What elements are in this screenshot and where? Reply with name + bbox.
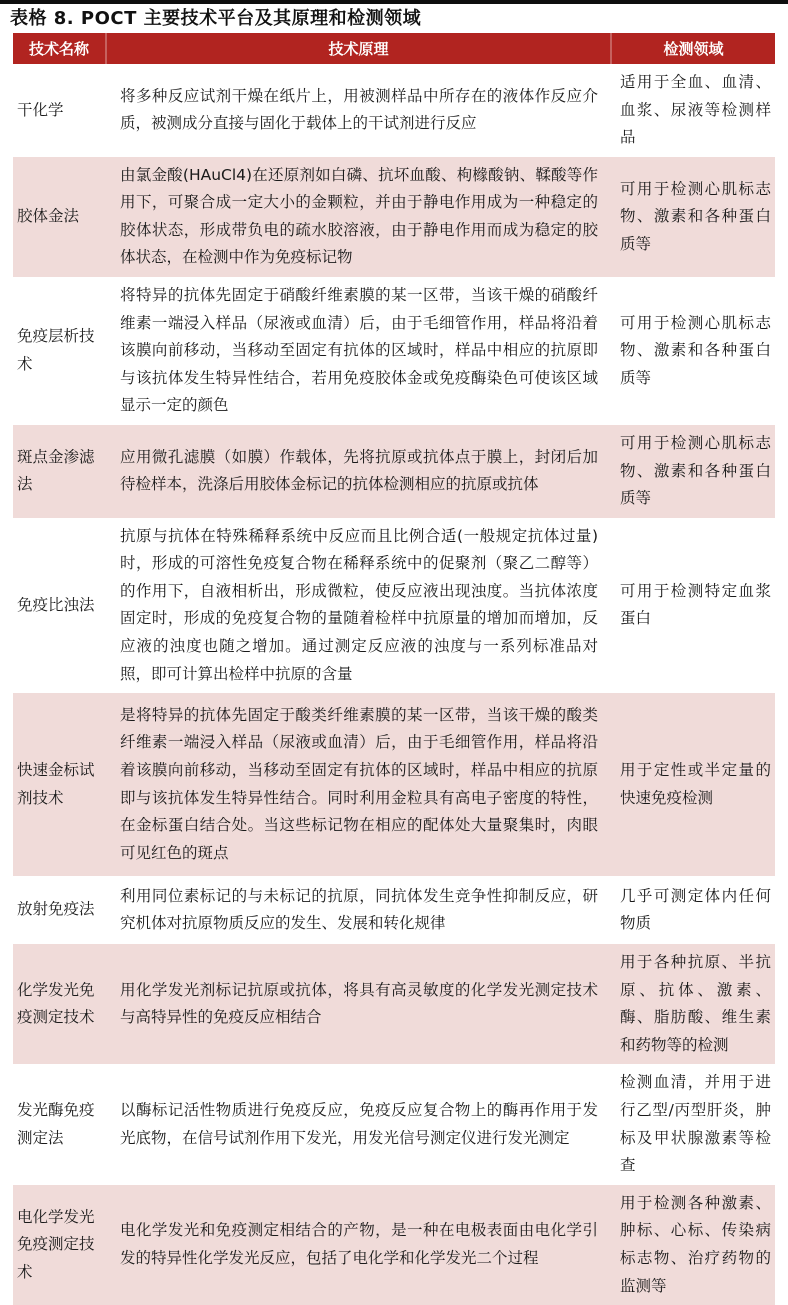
principle-cell: 用化学发光剂标记抗原或抗体，将具有高灵敏度的化学发光测定技术与高特异性的免疫反应相结合 bbox=[120, 980, 598, 1027]
tech-name-cell: 胶体金法 bbox=[17, 207, 80, 226]
domain-cell: 用于各种抗原、半抗原、抗体、激素、酶、脂肪酸、维生素和药物等的检测 bbox=[620, 953, 771, 1054]
poct-platform-table bbox=[13, 33, 775, 1305]
table-row bbox=[13, 518, 775, 693]
principle-cell: 利用同位素标记的与未标记的抗原，同抗体发生竞争性抑制反应，研究机体对抗原物质反应的发生、发展和转化规律 bbox=[120, 886, 598, 933]
domain-cell: 用于检测各种激素、肿标、心标、传染病标志物、治疗药物的监测等 bbox=[620, 1193, 771, 1295]
principle-cell: 将特异的抗体先固定于硝酸纤维素膜的某一区带，当该干燥的硝酸纤维素一端浸入样品（尿液或血清）后，由于毛细管作用，样品将沿着该膜向前移动，当移动至固定有抗体的区域时，样品中相应的抗原即与该抗体发生特异性结合，若用免疫胶体金或免疫酶染色可使该区域显示一定的颜色 bbox=[120, 286, 598, 415]
tech-name-cell: 免疫比浊法 bbox=[17, 595, 95, 614]
principle-cell: 电化学发光和免疫测定相结合的产物，是一种在电极表面由电化学引发的特异性化学发光反应，包括了电化学和化学发光二个过程 bbox=[120, 1221, 598, 1267]
header-tech-name: 技术名称 bbox=[13, 33, 107, 64]
domain-cell: 可用于检测心肌标志物、激素和各种蛋白质等 bbox=[620, 313, 771, 387]
table-row bbox=[13, 157, 775, 277]
domain-cell: 用于定性或半定量的快速免疫检测 bbox=[620, 761, 771, 807]
tech-name-cell: 发光酶免疫测定法 bbox=[17, 1101, 95, 1147]
domain-cell: 适用于全血、血清、血浆、尿液等检测样品 bbox=[620, 73, 771, 147]
principle-cell: 抗原与抗体在特殊稀释系统中反应而且比例合适(一般规定抗体过量)时，形成的可溶性免疫复合物在稀释系统中的促聚剂（聚乙二醇等）的作用下，自液相析出，形成微粒，使反应液出现浊度。当抗体浓度固定时，形成的免疫复合物的量随着检样中抗原量的增加而增加，反应液的浊度也随之增加。通过测定反应液的浊度与一系列标准品对照，即可计算出检样中抗原的含量 bbox=[120, 526, 598, 683]
principle-cell: 是将特异的抗体先固定于酸类纤维素膜的某一区带，当该干燥的酸类纤维素一端浸入样品（尿液或血清）后，由于毛细管作用，样品将沿着该膜向前移动，当移动至固定有抗体的区域时，样品中相应的抗原即与该抗体发生特异性结合。同时利用金粒具有高电子密度的特性，在金标蛋白结合处。当这些标记物在相应的配体处大量聚集时，肉眼可见红色的斑点 bbox=[120, 705, 598, 862]
principle-cell: 应用微孔滤膜（如膜）作载体，先将抗原或抗体点于膜上，封闭后加待检样本，洗涤后用胶体金标记的抗体检测相应的抗原或抗体 bbox=[120, 447, 598, 494]
principle-cell: 以酶标记活性物质进行免疫反应，免疫反应复合物上的酶再作用于发光底物，在信号试剂作用下发光，用发光信号测定仪进行发光测定 bbox=[120, 1101, 598, 1147]
header-domain: 检测领域 bbox=[663, 40, 724, 58]
tech-name-cell: 化学发光免疫测定技术 bbox=[17, 980, 95, 1027]
tech-name-cell: 斑点金渗滤法 bbox=[17, 447, 95, 494]
table-row bbox=[13, 1185, 775, 1305]
table-header-row bbox=[13, 33, 775, 64]
domain-cell: 可用于检测心肌标志物、激素和各种蛋白质等 bbox=[620, 179, 771, 253]
domain-cell: 可用于检测心肌标志物、激素和各种蛋白质等 bbox=[620, 433, 771, 508]
table-row bbox=[13, 1064, 775, 1184]
table-body bbox=[13, 64, 775, 1305]
domain-cell: 可用于检测特定血浆蛋白 bbox=[620, 581, 771, 628]
table-row bbox=[13, 693, 775, 876]
tech-name-cell: 电化学发光免疫测定技术 bbox=[17, 1207, 95, 1281]
principle-cell: 由氯金酸(HAuCl4)在还原剂如白磷、抗坏血酸、枸橼酸钠、鞣酸等作用下，可聚合成一定大小的金颗粒，并由于静电作用成为一种稳定的胶体状态，形成带负电的疏水胶溶液，由于静电作用而成为稳定的胶体状态，在检测中作为免疫标记物 bbox=[120, 165, 598, 267]
table-title: 表格 8. POCT 主要技术平台及其原理和检测领域 bbox=[10, 8, 422, 29]
tech-name-cell: 放射免疫法 bbox=[17, 900, 95, 919]
table-row bbox=[13, 944, 775, 1064]
table-row bbox=[13, 277, 775, 425]
tech-name-cell: 免疫层析技术 bbox=[17, 327, 95, 373]
domain-cell: 检测血清，并用于进行乙型/丙型肝炎，肿标及甲状腺激素等检查 bbox=[620, 1073, 771, 1175]
table-row bbox=[13, 876, 775, 944]
table-row bbox=[13, 64, 775, 157]
table-row bbox=[13, 425, 775, 518]
principle-cell: 将多种反应试剂干燥在纸片上，用被测样品中所存在的液体作反应介质，被测成分直接与固化于载体上的干试剂进行反应 bbox=[120, 86, 598, 133]
tech-name-cell: 快速金标试剂技术 bbox=[17, 761, 95, 807]
header-principle: 技术原理 bbox=[107, 33, 612, 64]
tech-name-cell: 干化学 bbox=[17, 100, 64, 119]
domain-cell: 几乎可测定体内任何物质 bbox=[620, 886, 771, 933]
